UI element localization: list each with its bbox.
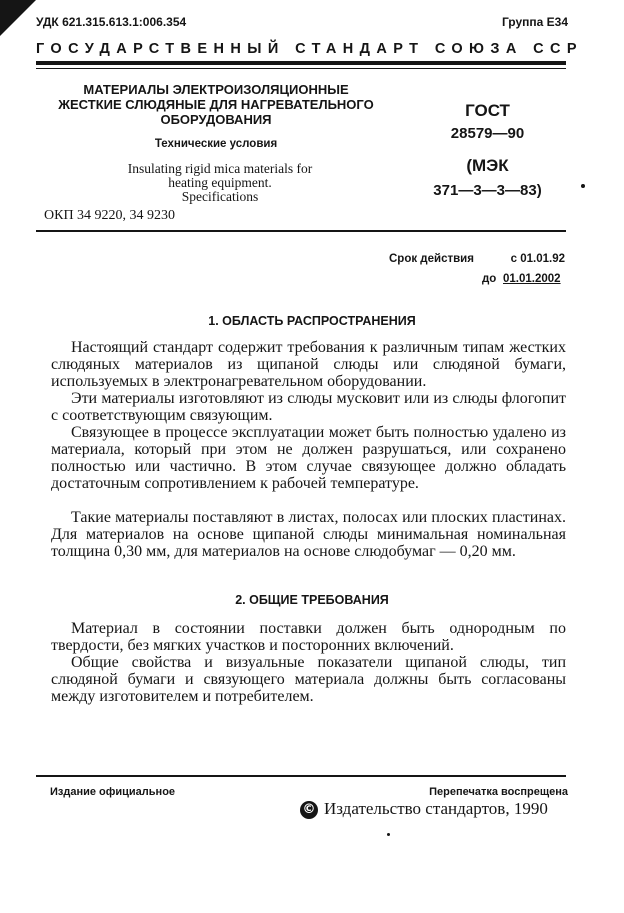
copyright-icon: © <box>300 801 318 819</box>
english-title-line: heating equipment. <box>168 175 272 190</box>
stray-dot <box>387 833 390 836</box>
publisher-name: Издательство стандартов, 1990 <box>324 799 548 818</box>
footer-rule <box>36 775 566 777</box>
section-heading: 1. ОБЛАСТЬ РАСПРОСТРАНЕНИЯ <box>208 314 416 328</box>
group-code: Группа Е34 <box>501 15 568 29</box>
paragraph: Эти материалы изготовляют из слюды мусковит или из слюды флогопит с соответствующим связующим. <box>51 390 566 424</box>
paragraph: Материал в состоянии поставки должен быть однородным по твердости, без мягких участков и посторонних включений. <box>51 620 566 654</box>
paragraph: Общие свойства и визуальные показатели щипаной слюды, тип слюдяной бумаги и связующего материала должны быть согласованы между изготовителем и потребителем. <box>51 654 566 705</box>
english-title <box>100 162 340 204</box>
section-heading: 2. ОБЩИЕ ТРЕБОВАНИЯ <box>235 593 389 607</box>
official-edition: Издание официальное <box>50 786 176 798</box>
okp-codes: ОКП 34 9220, 34 9230 <box>44 208 176 223</box>
english-title-line: Insulating rigid mica materials for <box>127 161 313 176</box>
standard-banner: ГОСУДАРСТВЕННЫЙ СТАНДАРТ СОЮЗА ССР <box>36 41 583 57</box>
title-line: ЖЕСТКИЕ СЛЮДЯНЫЕ ДЛЯ НАГРЕВАТЕЛЬНОГО <box>58 97 374 112</box>
validity-to-prefix: до <box>482 273 497 285</box>
iec-label: (МЭК <box>466 156 509 175</box>
title-rule <box>36 230 566 232</box>
validity-label: Срок действия <box>389 253 474 265</box>
stray-dot <box>581 184 585 188</box>
header-rule-thin <box>36 68 566 69</box>
udk-code: УДК 621.315.613.1:006.354 <box>36 15 187 29</box>
english-title-line: Specifications <box>181 189 259 204</box>
title-line: МАТЕРИАЛЫ ЭЛЕКТРОИЗОЛЯЦИОННЫЕ <box>83 82 349 97</box>
validity-to-date: 01.01.2002 <box>503 273 561 285</box>
page-corner-mark <box>0 0 36 36</box>
reprint-notice: Перепечатка воспрещена <box>429 786 568 798</box>
iec-number: 371—3—3—83) <box>433 182 542 199</box>
validity-from: с 01.01.92 <box>510 253 565 265</box>
paragraph: Настоящий стандарт содержит требования к различным типам жестких слюдяных материалов из щипаной слюды или слюдяной бумаги, используемых в электронагревательном оборудовании. <box>51 339 566 390</box>
document-subtitle: Технические условия <box>154 138 278 150</box>
paragraph: Связующее в процессе эксплуатации может быть полностью удалено из материала, который при этом не должен разрушаться, или сохранено полностью или частично. В этом случае связующее должно обладать достаточным сопротивлением к рабочей температуре. <box>51 424 566 492</box>
gost-number: 28579—90 <box>450 125 525 142</box>
paragraph: Такие материалы поставляют в листах, полосах или плоских пластинах. Для материалов на основе щипаной слюды минимальная номинальная толщина 0,30 мм, для материалов на основе слюдобумаг — 0,20 мм. <box>51 509 566 560</box>
document-title <box>36 82 396 127</box>
title-line: ОБОРУДОВАНИЯ <box>160 112 272 127</box>
header-rule-thick <box>36 61 566 65</box>
gost-label: ГОСТ <box>465 101 510 120</box>
